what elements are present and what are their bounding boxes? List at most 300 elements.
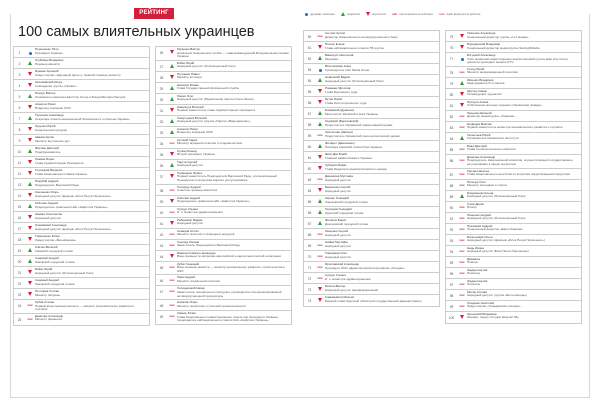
legend-label: new впервые в рейтинге (399, 11, 434, 16)
ranking-row (14, 69, 149, 80)
legend (305, 11, 481, 16)
person-info (35, 235, 149, 242)
person-info (35, 147, 149, 154)
person-name: Пащенко Андрей (467, 212, 491, 217)
dot-icon (461, 58, 464, 61)
person-name: Тимошенко Юлия (35, 234, 60, 238)
person-info (35, 125, 149, 132)
person-info (35, 315, 149, 322)
person-info (325, 296, 439, 303)
rank-number: 71 (307, 266, 312, 270)
arrow-up-icon (170, 163, 174, 167)
person-info (177, 252, 291, 259)
ranking-row (304, 207, 439, 218)
person-name: Коболев Андрей (177, 195, 201, 200)
arrow-down-icon (170, 75, 174, 79)
person-info (467, 269, 581, 276)
person-position: Шоумен, лидер «Студия Квартал 95» (467, 315, 519, 320)
person-name: Кернес Геннадий (325, 196, 349, 200)
rank-number: 27 (159, 64, 164, 69)
person-info (35, 103, 149, 110)
ranking-row (14, 80, 149, 91)
trend-indicator (457, 68, 467, 74)
trend-indicator (25, 191, 35, 197)
trend-indicator (25, 290, 35, 296)
trend-indicator (25, 158, 35, 164)
rank-number: 66 (307, 211, 312, 215)
trend-indicator (315, 241, 325, 247)
person-info (177, 117, 291, 124)
person-position: Львовский городской голова (35, 281, 75, 286)
person-position: Член правления инвестиционно-консалтинговой группы East One Group, директор-президент канала ICTV (467, 56, 569, 65)
person-info (177, 106, 291, 113)
person-position: Блогер (467, 205, 477, 210)
new-label-icon: new (459, 260, 465, 264)
ranking-row (446, 191, 581, 202)
person-position: Директор медиагруппы «Украина» (467, 114, 515, 119)
person-name: Ярославский Александр (325, 262, 359, 266)
person-info (467, 145, 581, 152)
new-label-icon: new (459, 125, 465, 129)
trend-indicator (167, 276, 177, 282)
rank-number: 2 (18, 62, 21, 66)
person-position: Народный депутат (325, 232, 352, 237)
person-name: Петренко Павел (177, 71, 200, 76)
rank-number: 95 (449, 260, 454, 265)
person-position: Владелец компании SCM (35, 105, 71, 110)
person-name: Святослав (Шевчук) (325, 130, 353, 134)
person-position: Первый заместитель главы Администрации президента (177, 108, 256, 113)
person-position: Президент ООО «Девелоперская Корпорация «Холдинг» (325, 265, 405, 270)
trend-indicator (315, 131, 325, 137)
new-label-icon: new (317, 255, 323, 258)
trend-indicator (25, 125, 35, 131)
person-info (177, 161, 291, 168)
person-info (325, 219, 439, 226)
trend-indicator (457, 291, 467, 297)
trend-indicator (25, 279, 35, 285)
trend-indicator (457, 32, 467, 38)
person-position: Руководитель Inter Media Group (325, 67, 370, 72)
arrow-down-icon (460, 92, 464, 96)
arrow-down-icon (28, 226, 32, 230)
rank-number: 36 (159, 163, 164, 168)
ranking-row (14, 168, 149, 179)
new-label-icon: new (169, 210, 175, 214)
ranking-row (446, 53, 581, 67)
rank-number: 46 (159, 279, 164, 284)
person-info (467, 291, 581, 298)
new-label-icon: new (459, 172, 465, 176)
arrow-down-icon (28, 127, 32, 131)
person-name: Садовый Андрей (35, 278, 59, 282)
arrow-down-icon (28, 292, 32, 296)
person-name: Бова Дмитрий (467, 143, 487, 148)
person-name: Кубив Степан (35, 300, 55, 304)
arrow-down-icon (170, 108, 174, 112)
rank-number: 43 (159, 243, 164, 248)
person-name: Семерак Остап (177, 228, 199, 233)
person-info (325, 76, 439, 83)
trend-indicator (25, 114, 35, 120)
person-position: Глава Национального банка Украины (35, 171, 88, 176)
ranking-row (156, 94, 291, 105)
person-info (35, 136, 149, 143)
arrow-up-icon (28, 94, 32, 98)
person-position: Председатель правления НАК «Нафтогаз Украины» (177, 199, 250, 204)
person-position: Народный депутат (177, 163, 204, 168)
trend-indicator (167, 106, 177, 112)
ranking-row (304, 240, 439, 251)
new-label-icon: new (459, 216, 465, 220)
rank-number: 82 (449, 114, 454, 119)
trend-indicator (167, 312, 177, 318)
rank-number: 33 (159, 130, 164, 135)
rank-number: 62 (307, 167, 312, 171)
person-info (325, 263, 439, 270)
rank-number: 91 (449, 216, 454, 221)
trend-indicator (167, 197, 177, 203)
person-position: Министр молодёжи и спорта (467, 183, 507, 188)
person-info (467, 112, 581, 119)
rank-number: 85 (449, 147, 454, 152)
person-info (35, 81, 149, 88)
trend-indicator (457, 54, 467, 61)
ranking-row (156, 171, 291, 185)
person-position: Народный депутат (177, 221, 204, 226)
person-info (467, 170, 581, 177)
arrow-down-icon (28, 83, 32, 87)
legend-item-new (392, 12, 433, 16)
ranking-row (14, 124, 149, 135)
ranking-row (304, 64, 439, 75)
ranking-row (14, 201, 149, 212)
rank-number: 1 (18, 51, 21, 55)
person-info (177, 287, 291, 298)
ranking-row (446, 312, 581, 323)
trend-indicator (315, 142, 325, 148)
person-name: Кононенко Игорь (35, 190, 59, 194)
person-position: Киевский городской голова (35, 248, 73, 253)
arrow-down-icon (28, 270, 32, 274)
trend-indicator (167, 73, 177, 79)
ranking-row (156, 262, 291, 276)
rank-number: 32 (159, 119, 164, 124)
person-position: Народный депутат (Оппозиционный блок) (177, 64, 236, 69)
ranking-row (156, 83, 291, 94)
person-position: Народный депутат (325, 254, 352, 259)
trend-indicator (315, 54, 325, 60)
person-info (467, 101, 581, 108)
rank-number: 8 (18, 128, 21, 132)
rank-number: 68 (307, 233, 312, 237)
trend-indicator (315, 274, 325, 280)
person-name: Чубаров Рефат (325, 163, 347, 167)
person-name: Богуцкий Александр (467, 53, 496, 57)
new-label-icon: new (169, 304, 175, 308)
ranking-row (156, 47, 291, 61)
arrow-down-icon (28, 215, 32, 219)
person-name: Пушкарёв Андрей (467, 223, 493, 228)
trend-indicator (25, 213, 35, 219)
person-name: Кучма Леонид (177, 148, 197, 153)
arrow-down-icon (460, 315, 464, 319)
rank-number: 79 (449, 81, 454, 86)
person-info (325, 285, 439, 292)
ranking-row (446, 31, 581, 42)
person-name: Труханов Геннадий (325, 207, 352, 211)
trend-indicator (315, 175, 325, 181)
person-name: Бойко Юрий (177, 60, 195, 65)
ranking-row (446, 169, 581, 180)
person-name: Ткаченко Александр (467, 31, 496, 35)
person-position: Председатель правления НАК «Нафтогаз Украины» (35, 204, 108, 209)
person-name: Бутин Юрий (325, 97, 342, 101)
rank-number: 97 (449, 282, 454, 287)
person-name: Сыроид Оксана (177, 239, 200, 244)
ranking-row (156, 275, 291, 286)
trend-indicator (457, 225, 467, 231)
person-name: Джамала (467, 256, 480, 261)
person-position: Министр обороны (35, 292, 61, 297)
person-info (467, 123, 581, 130)
person-name: Грановский Александр (35, 223, 67, 227)
ranking-row (156, 229, 291, 240)
rank-number: 86 (449, 158, 454, 163)
person-position: Народный депутат фракции «Блок Петра Порошенко» (35, 226, 111, 231)
rank-number: 17 (17, 227, 22, 231)
person-name: Луценко Юрий (35, 124, 56, 128)
trend-indicator (315, 230, 325, 236)
person-name: Геращенко Ирина (177, 170, 202, 175)
person-position: Вице-премьер-министр — министр регионального развития, строительства и ЖКХ (177, 265, 285, 273)
person-name: Гриценко Анатолий (467, 300, 494, 305)
person-info (35, 301, 149, 312)
ranking-row (14, 256, 149, 267)
person-info (177, 172, 291, 183)
rank-number: 11 (17, 161, 22, 165)
person-position: Заместитель генерального прокурора, руководитель Специализированной антикоррупционной прокуратуры (177, 289, 282, 298)
ranking-row (14, 102, 149, 113)
dot-icon (319, 69, 322, 72)
rank-number: 67 (307, 222, 312, 226)
ranking-row (156, 196, 291, 207)
person-name: Турчинов Александр (35, 113, 64, 117)
person-position: Писатель (467, 271, 481, 276)
person-info (325, 142, 439, 149)
rank-number: 75 (449, 35, 454, 39)
person-info (35, 169, 149, 176)
rank-number: 40 (159, 210, 164, 215)
person-position: Глава Антимонопольного комитета (467, 147, 516, 152)
trend-indicator (25, 103, 35, 109)
rank-number: 6 (18, 106, 21, 110)
rank-number: 54 (307, 79, 312, 83)
rank-number: 39 (159, 199, 164, 204)
person-name: Жеваго Константин (35, 212, 63, 216)
ranking-row (304, 86, 439, 97)
trend-indicator (167, 117, 177, 123)
person-name: Яценюк Арсений (35, 69, 59, 73)
person-position: Глава Государственной фискальной службы (177, 86, 240, 91)
trend-indicator (457, 269, 467, 275)
person-position: Первый вице-премьер-министр — министр экономического развития и торговли (35, 303, 135, 312)
arrow-down-icon (318, 89, 322, 93)
rank-number: 20 (17, 260, 22, 264)
rank-number: 99 (449, 304, 454, 309)
rank-number: 69 (307, 244, 312, 248)
person-name: Ахметов Ринат (35, 102, 56, 106)
person-info (467, 181, 581, 188)
trend-indicator (315, 164, 325, 170)
rank-number: 56 (307, 101, 312, 105)
person-position: Народный депутат (Оппозиционный блок) (35, 270, 94, 275)
trend-indicator (315, 76, 325, 82)
trend-indicator (315, 197, 325, 203)
person-position: Глава наблюдательного совета ТВ-группы (325, 45, 384, 50)
ranking-row (446, 202, 581, 213)
rank-number: 53 (307, 68, 312, 72)
person-info (325, 164, 439, 171)
person-info (325, 230, 439, 237)
person-info (35, 213, 149, 220)
rank-number: 25 (17, 317, 22, 322)
ranking-row (156, 286, 291, 300)
ranking-column-2 (155, 46, 292, 325)
person-name: Ковальчук Виталий (177, 104, 204, 109)
ranking-row (14, 91, 149, 102)
person-info (467, 313, 581, 320)
person-position: Секретарь Совета национальной безопасности и обороны Украины (35, 116, 130, 121)
trend-indicator (25, 235, 35, 241)
person-position: Генеральный директор «Евро-Украина» (467, 227, 523, 232)
person-name: Балога Виктор (325, 284, 346, 288)
trend-indicator (167, 241, 177, 247)
rank-number: 65 (307, 200, 312, 204)
rank-number: 41 (159, 221, 164, 226)
ranking-row (156, 251, 291, 262)
trend-indicator (457, 236, 467, 242)
rank-number: 90 (449, 205, 454, 210)
person-name: Лещенко Сергей (325, 229, 349, 233)
person-position: Вице-премьер по вопросам европейской и евроатлантической интеграции (177, 254, 282, 259)
person-position: Министр экологии и природных ресурсов (177, 232, 235, 237)
legend-item-same (305, 11, 335, 16)
person-info (325, 120, 439, 127)
person-info (467, 90, 581, 97)
person-info (325, 208, 439, 215)
trend-indicator (457, 43, 467, 49)
person-name: Насиров Роман (177, 82, 199, 87)
person-info (467, 236, 581, 243)
arrow-up-icon (170, 64, 174, 68)
arrow-down-icon (28, 105, 32, 109)
new-label-icon: new (169, 290, 175, 294)
ranking-row (304, 174, 439, 185)
person-position: Народный депутат (группа «Воля народа») (467, 293, 528, 298)
person-position: Певица (467, 260, 478, 265)
rank-number: 28 (159, 75, 164, 80)
person-name: Веселовская Анна (325, 64, 351, 68)
trend-indicator (457, 203, 467, 209)
rank-number: 7 (18, 117, 21, 121)
trend-indicator (315, 98, 325, 104)
person-position: Народный депутат (325, 177, 352, 182)
ranking-row (446, 78, 581, 89)
arrow-up-icon (318, 56, 322, 60)
rank-number: 42 (159, 232, 164, 237)
arrow-up-icon (170, 130, 174, 134)
trend-indicator (167, 84, 177, 90)
ranking-row (446, 301, 581, 312)
person-info (467, 280, 581, 287)
new-label-icon: new (459, 158, 465, 162)
trend-indicator (457, 123, 467, 129)
rank-number: 30 (159, 97, 164, 102)
ranking-row (14, 58, 149, 69)
person-name: Романюк Ярослав (325, 86, 351, 90)
arrow-up-icon (318, 210, 322, 214)
person-position: Народный депутат (325, 243, 352, 248)
arrow-up-icon (318, 111, 322, 115)
person-position: Народный депутат (325, 188, 352, 193)
ranking-row (14, 212, 149, 223)
trend-indicator (457, 258, 467, 264)
person-info (325, 241, 439, 248)
person-info (35, 224, 149, 231)
rank-number: 51 (307, 46, 312, 50)
person-info (325, 43, 439, 50)
person-position: Руководитель Украинского института (467, 136, 519, 141)
person-position: Телеведущий, журналист (467, 92, 503, 97)
rank-number: 16 (17, 216, 22, 220)
rank-number: 9 (18, 139, 21, 143)
ranking-row (304, 284, 439, 295)
person-position: Основатель компании East One Group и Фонда Виктора Пинчука (35, 94, 126, 99)
person-info (177, 48, 291, 59)
ranking-row (304, 75, 439, 86)
ranking-row (446, 89, 581, 100)
person-position: Первый заместитель Председателя Верховной Рады, уполномоченный Президента по вопросам мирного урегулирования (177, 174, 277, 182)
person-info (35, 59, 149, 66)
rank-number: 98 (449, 293, 454, 298)
person-name: Терентьев Юрий (467, 132, 491, 137)
ranking-row (14, 190, 149, 201)
trend-indicator (315, 252, 325, 258)
person-name: Кутовой Тарас (177, 137, 198, 142)
trend-indicator (457, 313, 467, 319)
ranking-row (446, 100, 581, 111)
ranking-column-4 (445, 30, 582, 324)
arrow-down-icon (366, 12, 370, 16)
arrow-up-icon (28, 61, 32, 65)
arrow-up-icon (318, 221, 322, 225)
trend-indicator (167, 301, 177, 307)
arrow-up-icon (28, 259, 32, 263)
ranking-row (14, 179, 149, 190)
person-position: Министр юстиции (177, 75, 202, 80)
rank-number: 100 (448, 315, 455, 320)
person-name: Пальчук Олег (467, 179, 486, 184)
legend-label: back вернулся в рейтинг (446, 11, 481, 16)
ranking-row (446, 180, 581, 191)
person-info (177, 312, 291, 323)
new-label-icon: new (459, 147, 465, 151)
trend-indicator (25, 92, 35, 98)
person-info (467, 258, 581, 265)
person-name: Коболев Андрей (35, 201, 59, 205)
rank-number: 13 (17, 183, 22, 187)
